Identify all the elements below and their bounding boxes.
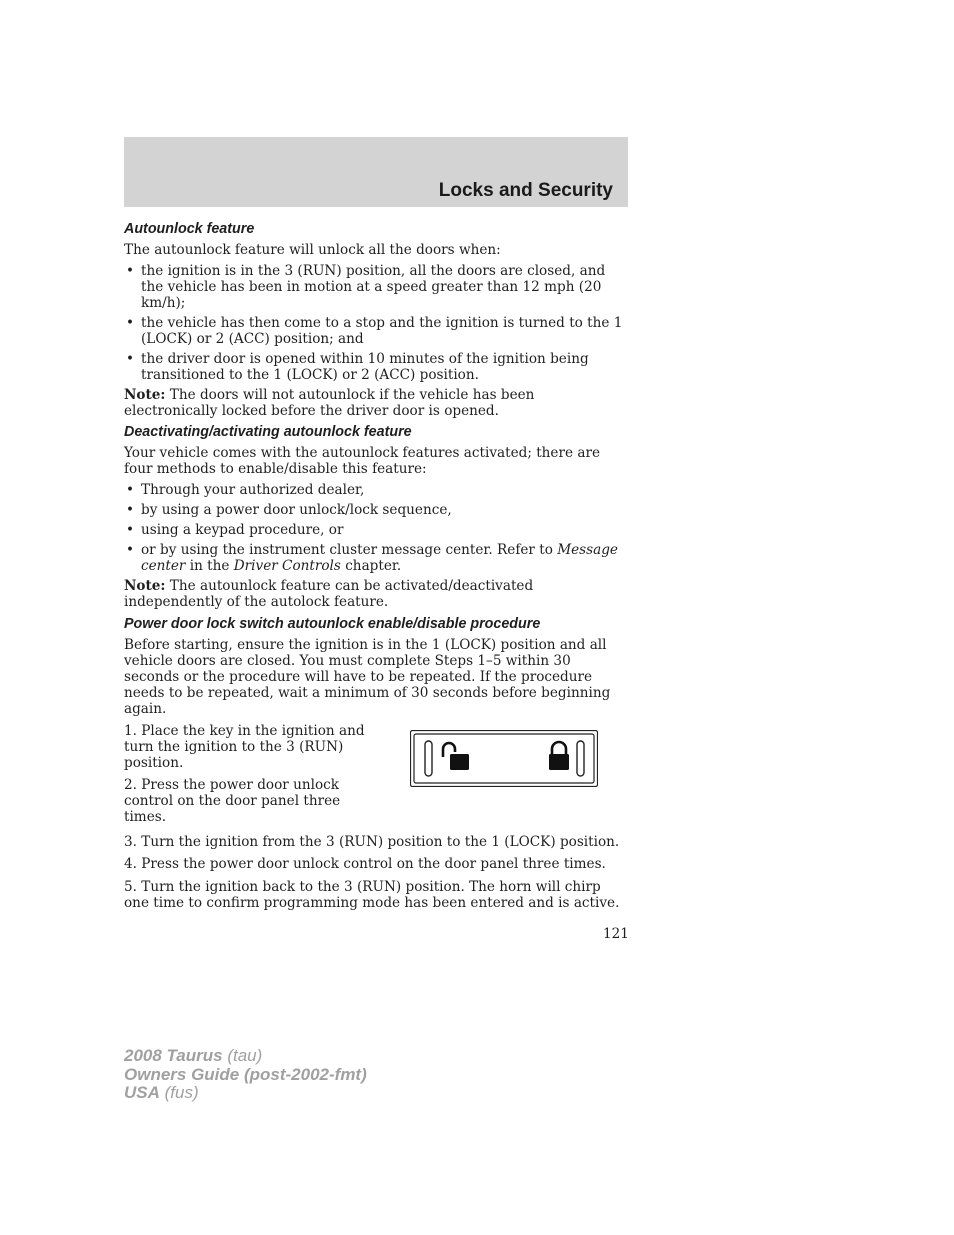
step-5: 5. Turn the ignition back to the 3 (RUN) position. The horn will chirp one time to confirm programming mode has been entered and is active.: [124, 879, 620, 911]
deactivating-methods: [124, 482, 628, 574]
deactivating-note: [124, 578, 628, 610]
footer-model: 2008 Taurus: [124, 1046, 223, 1065]
autounlock-intro: The autounlock feature will unlock all the doors when:: [124, 242, 501, 258]
list-item: • the driver door is opened within 10 minutes of the ignition being transitioned to the 1 (LOCK) or 2 (ACC) position.: [124, 351, 628, 383]
document-footer: [124, 1047, 367, 1103]
note-text: The autounlock feature can be activated/deactivated independently of the autolock feature.: [124, 578, 534, 610]
step-3: 3. Turn the ignition from the 3 (RUN) position to the 1 (LOCK) position.: [124, 834, 620, 850]
list-text: or by using the instrument cluster message center. Refer to: [141, 542, 558, 558]
autounlock-heading: Autounlock feature: [124, 221, 255, 237]
deactivating-intro: Your vehicle comes with the autounlock features activated; there are four methods to enable/disable this feature:: [124, 445, 600, 477]
door-lock-switch-figure: [410, 730, 598, 787]
list-item: [124, 542, 628, 574]
step-4: 4. Press the power door unlock control on the door panel three times.: [124, 856, 606, 872]
footer-market: USA: [124, 1083, 160, 1102]
note-text: The doors will not autounlock if the vehicle has been electronically locked before the driver door is opened.: [124, 387, 535, 419]
autounlock-note: [124, 387, 628, 419]
footer-line-3: [124, 1084, 367, 1103]
autounlock-conditions: [124, 263, 628, 383]
driver-controls-ref: Driver Controls: [233, 558, 341, 574]
deactivating-heading: Deactivating/activating autounlock feature: [124, 424, 412, 440]
footer-market-code: (fus): [159, 1083, 199, 1102]
step-1: 1. Place the key in the ignition and turn the ignition to the 3 (RUN) position.: [124, 723, 365, 771]
procedure-heading: Power door lock switch autounlock enable/disable procedure: [124, 616, 541, 632]
content-column: [124, 218, 628, 916]
steps-with-figure: [124, 723, 628, 828]
list-text: in the: [185, 558, 234, 574]
footer-model-code: (tau): [222, 1046, 263, 1065]
list-item: • by using a power door unlock/lock sequence,: [124, 502, 628, 518]
list-item: • Through your authorized dealer,: [124, 482, 628, 498]
message-center-ref: Message center: [141, 542, 618, 574]
page-number: 121: [603, 926, 629, 942]
footer-line-1: [124, 1047, 367, 1066]
step-2: 2. Press the power door unlock control on the door panel three times.: [124, 777, 341, 825]
list-item: • using a keypad procedure, or: [124, 522, 628, 538]
footer-line-2: [124, 1066, 367, 1085]
procedure-intro: Before starting, ensure the ignition is in the 1 (LOCK) position and all vehicle doors are closed. You must complete Steps 1–5 within 30 seconds or the procedure will have to be repeated. If the procedure needs to be repeated, wait a minimum of 30 seconds before beginning again.: [124, 637, 611, 717]
list-item: • the vehicle has then come to a stop and the ignition is turned to the 1 (LOCK) or 2 (ACC) position; and: [124, 315, 628, 347]
list-item: • the ignition is in the 3 (RUN) position, all the doors are closed, and the vehicle has been in motion at a speed greater than 12 mph (20 km/h);: [124, 263, 628, 311]
note-label: Note:: [124, 387, 166, 403]
note-label: Note:: [124, 578, 166, 594]
steps-left: [124, 723, 379, 831]
chapter-header: [124, 137, 628, 207]
footer-guide: Owners Guide (post-2002-fmt): [124, 1064, 367, 1084]
chapter-title: Locks and Security: [438, 180, 613, 201]
list-text: chapter.: [340, 558, 402, 574]
